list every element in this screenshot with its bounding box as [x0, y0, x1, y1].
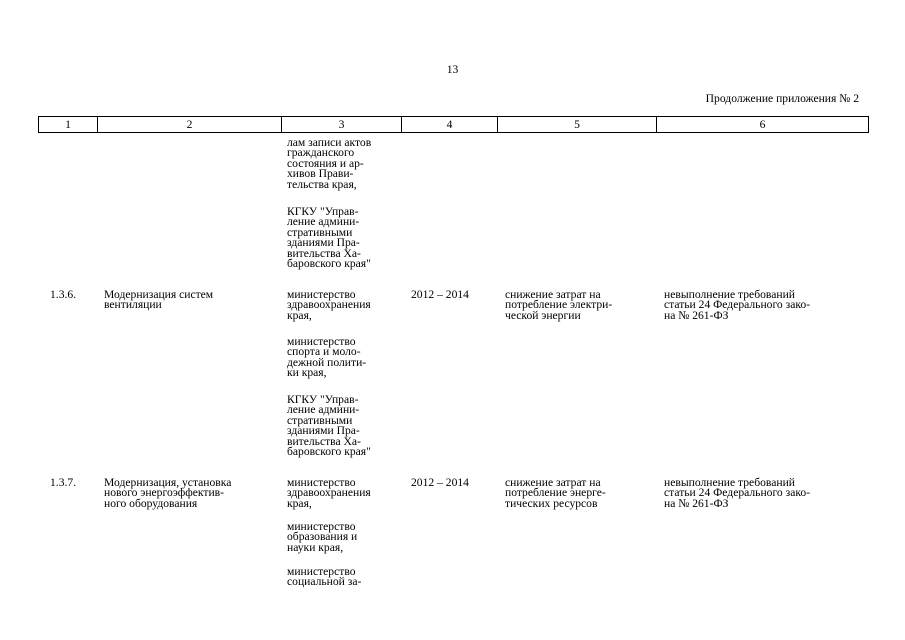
continued-executor: лам записи актов гражданского состояния и ар- хивов Прави- тельства края, — [287, 136, 372, 191]
header-col-6: 6 — [657, 117, 869, 133]
column-number-header — [38, 116, 869, 133]
header-col-5: 5 — [498, 117, 657, 133]
row-number: 1.3.7. — [50, 476, 77, 489]
header-row — [39, 117, 869, 133]
measure-name: Модернизация систем вентиляции — [104, 288, 214, 312]
header-col-4: 4 — [402, 117, 498, 133]
non-fulfillment-consequence: невыполнение требований статьи 24 Федерального зако- на № 261-ФЗ — [664, 476, 811, 510]
executor: министерство здравоохранения края, — [287, 476, 371, 510]
continued-executor: КГКУ "Управ- ление админи- стративными зданиями Пра- вительства Ха- баровского края" — [287, 205, 371, 271]
expected-result: снижение затрат на потребление электри- ческой энергии — [505, 288, 613, 322]
measure-name: Модернизация, установка нового энергоэффектив- ного оборудования — [104, 476, 232, 510]
header-col-2: 2 — [98, 117, 282, 133]
executor: министерство образования и науки края, — [287, 520, 358, 554]
non-fulfillment-consequence: невыполнение требований статьи 24 Федерального зако- на № 261-ФЗ — [664, 288, 811, 322]
expected-result: снижение затрат на потребление энерге- тических ресурсов — [505, 476, 606, 510]
executor: министерство здравоохранения края, — [287, 288, 371, 322]
executor: КГКУ "Управ- ление админи- стративными зданиями Пра- вительства Ха- баровского края" — [287, 393, 371, 459]
executor: министерство спорта и моло- дежной полити- ки края, — [287, 335, 367, 380]
appendix-continuation-note: Продолжение приложения № 2 — [705, 92, 859, 105]
header-col-1: 1 — [39, 117, 98, 133]
period: 2012 – 2014 — [411, 288, 469, 301]
header-col-3: 3 — [282, 117, 402, 133]
page-number: 13 — [446, 63, 459, 76]
period: 2012 – 2014 — [411, 476, 469, 489]
row-number: 1.3.6. — [50, 288, 77, 301]
executor: министерство социальной за- — [287, 565, 362, 589]
